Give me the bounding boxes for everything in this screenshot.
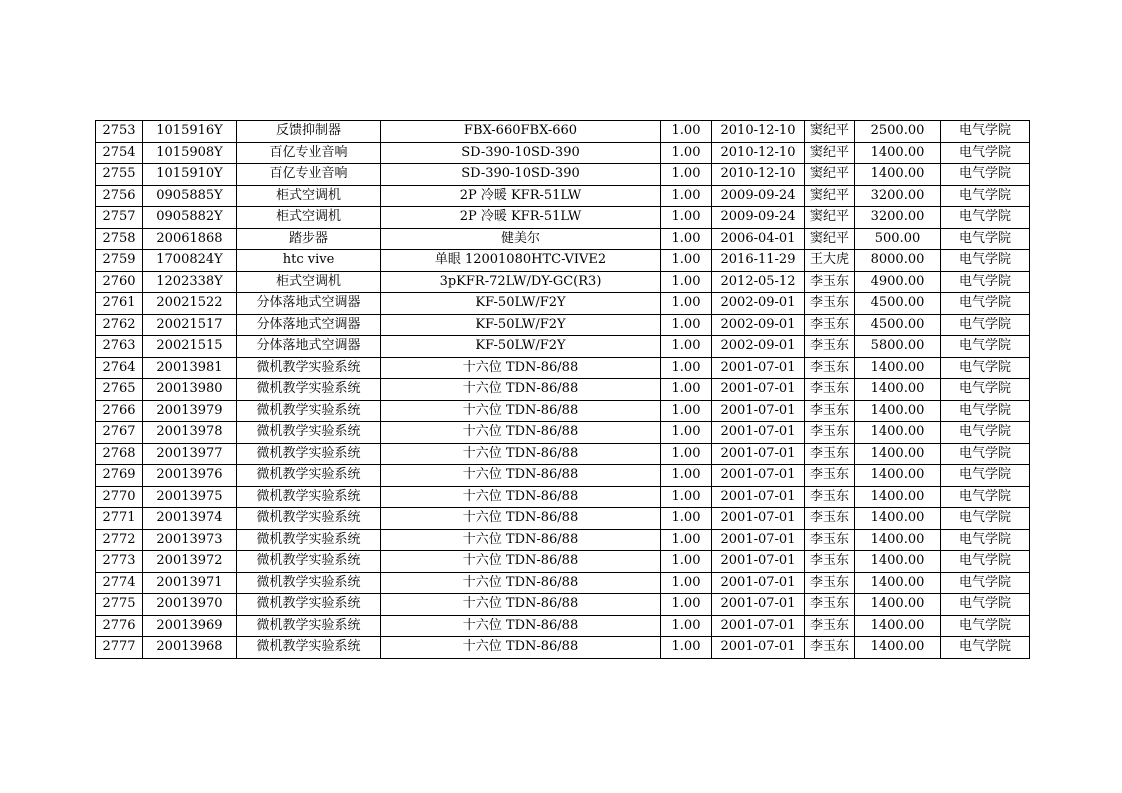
price-cell: 4500.00 — [855, 293, 941, 315]
quantity-cell: 1.00 — [661, 314, 712, 336]
model-cell: 十六位 TDN-86/88 — [381, 594, 661, 616]
table-row — [96, 314, 1030, 336]
custodian-cell: 李玉东 — [805, 271, 855, 293]
asset-code-cell: 20013974 — [143, 508, 237, 530]
asset-code-cell: 20061868 — [143, 228, 237, 250]
asset-name-cell: 反馈抑制器 — [237, 121, 381, 143]
table-row — [96, 379, 1030, 401]
table-row — [96, 551, 1030, 573]
table-row — [96, 271, 1030, 293]
department-cell: 电气学院 — [941, 271, 1030, 293]
asset-name-cell: 微机教学实验系统 — [237, 486, 381, 508]
custodian-cell: 李玉东 — [805, 314, 855, 336]
asset-code-cell: 20013968 — [143, 637, 237, 659]
quantity-cell: 1.00 — [661, 572, 712, 594]
asset-name-cell: 微机教学实验系统 — [237, 594, 381, 616]
model-cell: 十六位 TDN-86/88 — [381, 486, 661, 508]
model-cell: 2P 冷暖 KFR-51LW — [381, 207, 661, 229]
model-cell: 十六位 TDN-86/88 — [381, 529, 661, 551]
seq-no-cell: 2763 — [96, 336, 143, 358]
asset-code-cell: 20013969 — [143, 615, 237, 637]
seq-no-cell: 2753 — [96, 121, 143, 143]
department-cell: 电气学院 — [941, 142, 1030, 164]
model-cell: 十六位 TDN-86/88 — [381, 551, 661, 573]
asset-code-cell: 20013972 — [143, 551, 237, 573]
date-cell: 2010-12-10 — [712, 121, 805, 143]
asset-name-cell: 微机教学实验系统 — [237, 400, 381, 422]
asset-code-cell: 1202338Y — [143, 271, 237, 293]
quantity-cell: 1.00 — [661, 551, 712, 573]
custodian-cell: 李玉东 — [805, 551, 855, 573]
price-cell: 3200.00 — [855, 185, 941, 207]
model-cell: 十六位 TDN-86/88 — [381, 443, 661, 465]
custodian-cell: 李玉东 — [805, 594, 855, 616]
asset-code-cell: 20013978 — [143, 422, 237, 444]
asset-name-cell: 微机教学实验系统 — [237, 422, 381, 444]
asset-code-cell: 1015908Y — [143, 142, 237, 164]
price-cell: 1400.00 — [855, 357, 941, 379]
quantity-cell: 1.00 — [661, 637, 712, 659]
custodian-cell: 李玉东 — [805, 293, 855, 315]
department-cell: 电气学院 — [941, 486, 1030, 508]
asset-name-cell: 微机教学实验系统 — [237, 572, 381, 594]
table-body — [96, 121, 1030, 659]
department-cell: 电气学院 — [941, 465, 1030, 487]
seq-no-cell: 2760 — [96, 271, 143, 293]
table-row — [96, 207, 1030, 229]
table-row — [96, 400, 1030, 422]
asset-name-cell: 微机教学实验系统 — [237, 551, 381, 573]
price-cell: 1400.00 — [855, 422, 941, 444]
price-cell: 1400.00 — [855, 379, 941, 401]
seq-no-cell: 2756 — [96, 185, 143, 207]
seq-no-cell: 2767 — [96, 422, 143, 444]
asset-code-cell: 20021515 — [143, 336, 237, 358]
price-cell: 1400.00 — [855, 164, 941, 186]
price-cell: 1400.00 — [855, 465, 941, 487]
custodian-cell: 窦纪平 — [805, 164, 855, 186]
model-cell: FBX-660FBX-660 — [381, 121, 661, 143]
model-cell: 十六位 TDN-86/88 — [381, 572, 661, 594]
table-row — [96, 185, 1030, 207]
department-cell: 电气学院 — [941, 379, 1030, 401]
custodian-cell: 李玉东 — [805, 357, 855, 379]
quantity-cell: 1.00 — [661, 486, 712, 508]
date-cell: 2012-05-12 — [712, 271, 805, 293]
department-cell: 电气学院 — [941, 207, 1030, 229]
custodian-cell: 李玉东 — [805, 508, 855, 530]
model-cell: 十六位 TDN-86/88 — [381, 508, 661, 530]
date-cell: 2010-12-10 — [712, 142, 805, 164]
model-cell: 十六位 TDN-86/88 — [381, 357, 661, 379]
date-cell: 2001-07-01 — [712, 594, 805, 616]
asset-code-cell: 20013976 — [143, 465, 237, 487]
seq-no-cell: 2757 — [96, 207, 143, 229]
seq-no-cell: 2754 — [96, 142, 143, 164]
table-row — [96, 637, 1030, 659]
asset-code-cell: 20021517 — [143, 314, 237, 336]
department-cell: 电气学院 — [941, 443, 1030, 465]
date-cell: 2010-12-10 — [712, 164, 805, 186]
quantity-cell: 1.00 — [661, 400, 712, 422]
price-cell: 1400.00 — [855, 615, 941, 637]
asset-code-cell: 20021522 — [143, 293, 237, 315]
quantity-cell: 1.00 — [661, 142, 712, 164]
asset-code-cell: 0905882Y — [143, 207, 237, 229]
table-row — [96, 293, 1030, 315]
price-cell: 1400.00 — [855, 508, 941, 530]
asset-name-cell: 微机教学实验系统 — [237, 508, 381, 530]
seq-no-cell: 2773 — [96, 551, 143, 573]
date-cell: 2002-09-01 — [712, 336, 805, 358]
quantity-cell: 1.00 — [661, 465, 712, 487]
date-cell: 2001-07-01 — [712, 486, 805, 508]
asset-code-cell: 20013970 — [143, 594, 237, 616]
price-cell: 1400.00 — [855, 486, 941, 508]
quantity-cell: 1.00 — [661, 508, 712, 530]
custodian-cell: 李玉东 — [805, 336, 855, 358]
date-cell: 2001-07-01 — [712, 529, 805, 551]
custodian-cell: 李玉东 — [805, 443, 855, 465]
table-row — [96, 508, 1030, 530]
department-cell: 电气学院 — [941, 594, 1030, 616]
department-cell: 电气学院 — [941, 185, 1030, 207]
model-cell: SD-390-10SD-390 — [381, 142, 661, 164]
date-cell: 2001-07-01 — [712, 465, 805, 487]
seq-no-cell: 2774 — [96, 572, 143, 594]
custodian-cell: 李玉东 — [805, 400, 855, 422]
custodian-cell: 李玉东 — [805, 637, 855, 659]
price-cell: 500.00 — [855, 228, 941, 250]
quantity-cell: 1.00 — [661, 250, 712, 272]
department-cell: 电气学院 — [941, 293, 1030, 315]
department-cell: 电气学院 — [941, 572, 1030, 594]
table-row — [96, 142, 1030, 164]
table-row — [96, 572, 1030, 594]
seq-no-cell: 2772 — [96, 529, 143, 551]
model-cell: 十六位 TDN-86/88 — [381, 400, 661, 422]
custodian-cell: 李玉东 — [805, 615, 855, 637]
department-cell: 电气学院 — [941, 400, 1030, 422]
quantity-cell: 1.00 — [661, 422, 712, 444]
custodian-cell: 窦纪平 — [805, 142, 855, 164]
quantity-cell: 1.00 — [661, 228, 712, 250]
seq-no-cell: 2775 — [96, 594, 143, 616]
seq-no-cell: 2761 — [96, 293, 143, 315]
price-cell: 1400.00 — [855, 572, 941, 594]
asset-name-cell: 踏步器 — [237, 228, 381, 250]
custodian-cell: 李玉东 — [805, 379, 855, 401]
date-cell: 2002-09-01 — [712, 293, 805, 315]
quantity-cell: 1.00 — [661, 293, 712, 315]
quantity-cell: 1.00 — [661, 379, 712, 401]
table-row — [96, 529, 1030, 551]
department-cell: 电气学院 — [941, 357, 1030, 379]
custodian-cell: 李玉东 — [805, 529, 855, 551]
price-cell: 5800.00 — [855, 336, 941, 358]
asset-name-cell: 百亿专业音响 — [237, 142, 381, 164]
asset-code-cell: 1015916Y — [143, 121, 237, 143]
model-cell: 十六位 TDN-86/88 — [381, 379, 661, 401]
department-cell: 电气学院 — [941, 121, 1030, 143]
date-cell: 2009-09-24 — [712, 185, 805, 207]
quantity-cell: 1.00 — [661, 336, 712, 358]
asset-name-cell: 微机教学实验系统 — [237, 443, 381, 465]
quantity-cell: 1.00 — [661, 443, 712, 465]
table-row — [96, 443, 1030, 465]
quantity-cell: 1.00 — [661, 594, 712, 616]
seq-no-cell: 2777 — [96, 637, 143, 659]
seq-no-cell: 2771 — [96, 508, 143, 530]
table-row — [96, 486, 1030, 508]
seq-no-cell: 2768 — [96, 443, 143, 465]
asset-name-cell: 分体落地式空调器 — [237, 293, 381, 315]
quantity-cell: 1.00 — [661, 271, 712, 293]
table-row — [96, 615, 1030, 637]
date-cell: 2006-04-01 — [712, 228, 805, 250]
department-cell: 电气学院 — [941, 228, 1030, 250]
price-cell: 2500.00 — [855, 121, 941, 143]
seq-no-cell: 2766 — [96, 400, 143, 422]
table-row — [96, 250, 1030, 272]
department-cell: 电气学院 — [941, 164, 1030, 186]
custodian-cell: 窦纪平 — [805, 228, 855, 250]
price-cell: 1400.00 — [855, 637, 941, 659]
department-cell: 电气学院 — [941, 422, 1030, 444]
asset-code-cell: 20013973 — [143, 529, 237, 551]
date-cell: 2002-09-01 — [712, 314, 805, 336]
custodian-cell: 窦纪平 — [805, 121, 855, 143]
seq-no-cell: 2762 — [96, 314, 143, 336]
date-cell: 2016-11-29 — [712, 250, 805, 272]
asset-name-cell: 柜式空调机 — [237, 185, 381, 207]
model-cell: 单眼 12001080HTC-VIVE2 — [381, 250, 661, 272]
seq-no-cell: 2764 — [96, 357, 143, 379]
price-cell: 8000.00 — [855, 250, 941, 272]
asset-code-cell: 1015910Y — [143, 164, 237, 186]
department-cell: 电气学院 — [941, 529, 1030, 551]
price-cell: 1400.00 — [855, 529, 941, 551]
custodian-cell: 窦纪平 — [805, 207, 855, 229]
asset-code-cell: 20013975 — [143, 486, 237, 508]
table-row — [96, 465, 1030, 487]
asset-table — [95, 120, 1030, 659]
asset-name-cell: 微机教学实验系统 — [237, 357, 381, 379]
date-cell: 2001-07-01 — [712, 357, 805, 379]
table-row — [96, 594, 1030, 616]
asset-code-cell: 20013977 — [143, 443, 237, 465]
price-cell: 1400.00 — [855, 551, 941, 573]
model-cell: 健美尔 — [381, 228, 661, 250]
quantity-cell: 1.00 — [661, 185, 712, 207]
model-cell: KF-50LW/F2Y — [381, 336, 661, 358]
table-row — [96, 336, 1030, 358]
department-cell: 电气学院 — [941, 551, 1030, 573]
asset-name-cell: 微机教学实验系统 — [237, 637, 381, 659]
price-cell: 1400.00 — [855, 443, 941, 465]
custodian-cell: 李玉东 — [805, 422, 855, 444]
department-cell: 电气学院 — [941, 336, 1030, 358]
asset-code-cell: 1700824Y — [143, 250, 237, 272]
table-row — [96, 121, 1030, 143]
department-cell: 电气学院 — [941, 250, 1030, 272]
table-row — [96, 422, 1030, 444]
department-cell: 电气学院 — [941, 615, 1030, 637]
seq-no-cell: 2759 — [96, 250, 143, 272]
date-cell: 2001-07-01 — [712, 379, 805, 401]
seq-no-cell: 2776 — [96, 615, 143, 637]
asset-name-cell: 分体落地式空调器 — [237, 314, 381, 336]
asset-name-cell: 柜式空调机 — [237, 207, 381, 229]
model-cell: 十六位 TDN-86/88 — [381, 465, 661, 487]
model-cell: KF-50LW/F2Y — [381, 314, 661, 336]
seq-no-cell: 2769 — [96, 465, 143, 487]
asset-code-cell: 20013979 — [143, 400, 237, 422]
table-row — [96, 228, 1030, 250]
date-cell: 2001-07-01 — [712, 422, 805, 444]
seq-no-cell: 2765 — [96, 379, 143, 401]
custodian-cell: 李玉东 — [805, 572, 855, 594]
price-cell: 4500.00 — [855, 314, 941, 336]
asset-name-cell: htc vive — [237, 250, 381, 272]
quantity-cell: 1.00 — [661, 207, 712, 229]
date-cell: 2001-07-01 — [712, 443, 805, 465]
asset-name-cell: 微机教学实验系统 — [237, 379, 381, 401]
date-cell: 2009-09-24 — [712, 207, 805, 229]
custodian-cell: 王大虎 — [805, 250, 855, 272]
asset-name-cell: 微机教学实验系统 — [237, 529, 381, 551]
date-cell: 2001-07-01 — [712, 572, 805, 594]
quantity-cell: 1.00 — [661, 615, 712, 637]
model-cell: KF-50LW/F2Y — [381, 293, 661, 315]
department-cell: 电气学院 — [941, 508, 1030, 530]
quantity-cell: 1.00 — [661, 121, 712, 143]
asset-name-cell: 微机教学实验系统 — [237, 465, 381, 487]
date-cell: 2001-07-01 — [712, 615, 805, 637]
model-cell: 3pKFR-72LW/DY-GC(R3) — [381, 271, 661, 293]
model-cell: 十六位 TDN-86/88 — [381, 615, 661, 637]
date-cell: 2001-07-01 — [712, 637, 805, 659]
asset-name-cell: 百亿专业音响 — [237, 164, 381, 186]
model-cell: SD-390-10SD-390 — [381, 164, 661, 186]
asset-code-cell: 20013980 — [143, 379, 237, 401]
quantity-cell: 1.00 — [661, 164, 712, 186]
asset-code-cell: 20013971 — [143, 572, 237, 594]
asset-name-cell: 柜式空调机 — [237, 271, 381, 293]
quantity-cell: 1.00 — [661, 529, 712, 551]
table-row — [96, 164, 1030, 186]
price-cell: 4900.00 — [855, 271, 941, 293]
custodian-cell: 李玉东 — [805, 465, 855, 487]
date-cell: 2001-07-01 — [712, 551, 805, 573]
department-cell: 电气学院 — [941, 637, 1030, 659]
custodian-cell: 窦纪平 — [805, 185, 855, 207]
model-cell: 2P 冷暖 KFR-51LW — [381, 185, 661, 207]
asset-code-cell: 0905885Y — [143, 185, 237, 207]
seq-no-cell: 2758 — [96, 228, 143, 250]
quantity-cell: 1.00 — [661, 357, 712, 379]
asset-name-cell: 微机教学实验系统 — [237, 615, 381, 637]
date-cell: 2001-07-01 — [712, 508, 805, 530]
price-cell: 1400.00 — [855, 142, 941, 164]
model-cell: 十六位 TDN-86/88 — [381, 422, 661, 444]
model-cell: 十六位 TDN-86/88 — [381, 637, 661, 659]
asset-code-cell: 20013981 — [143, 357, 237, 379]
seq-no-cell: 2755 — [96, 164, 143, 186]
date-cell: 2001-07-01 — [712, 400, 805, 422]
department-cell: 电气学院 — [941, 314, 1030, 336]
price-cell: 1400.00 — [855, 400, 941, 422]
price-cell: 3200.00 — [855, 207, 941, 229]
table-row — [96, 357, 1030, 379]
custodian-cell: 李玉东 — [805, 486, 855, 508]
asset-name-cell: 分体落地式空调器 — [237, 336, 381, 358]
price-cell: 1400.00 — [855, 594, 941, 616]
seq-no-cell: 2770 — [96, 486, 143, 508]
